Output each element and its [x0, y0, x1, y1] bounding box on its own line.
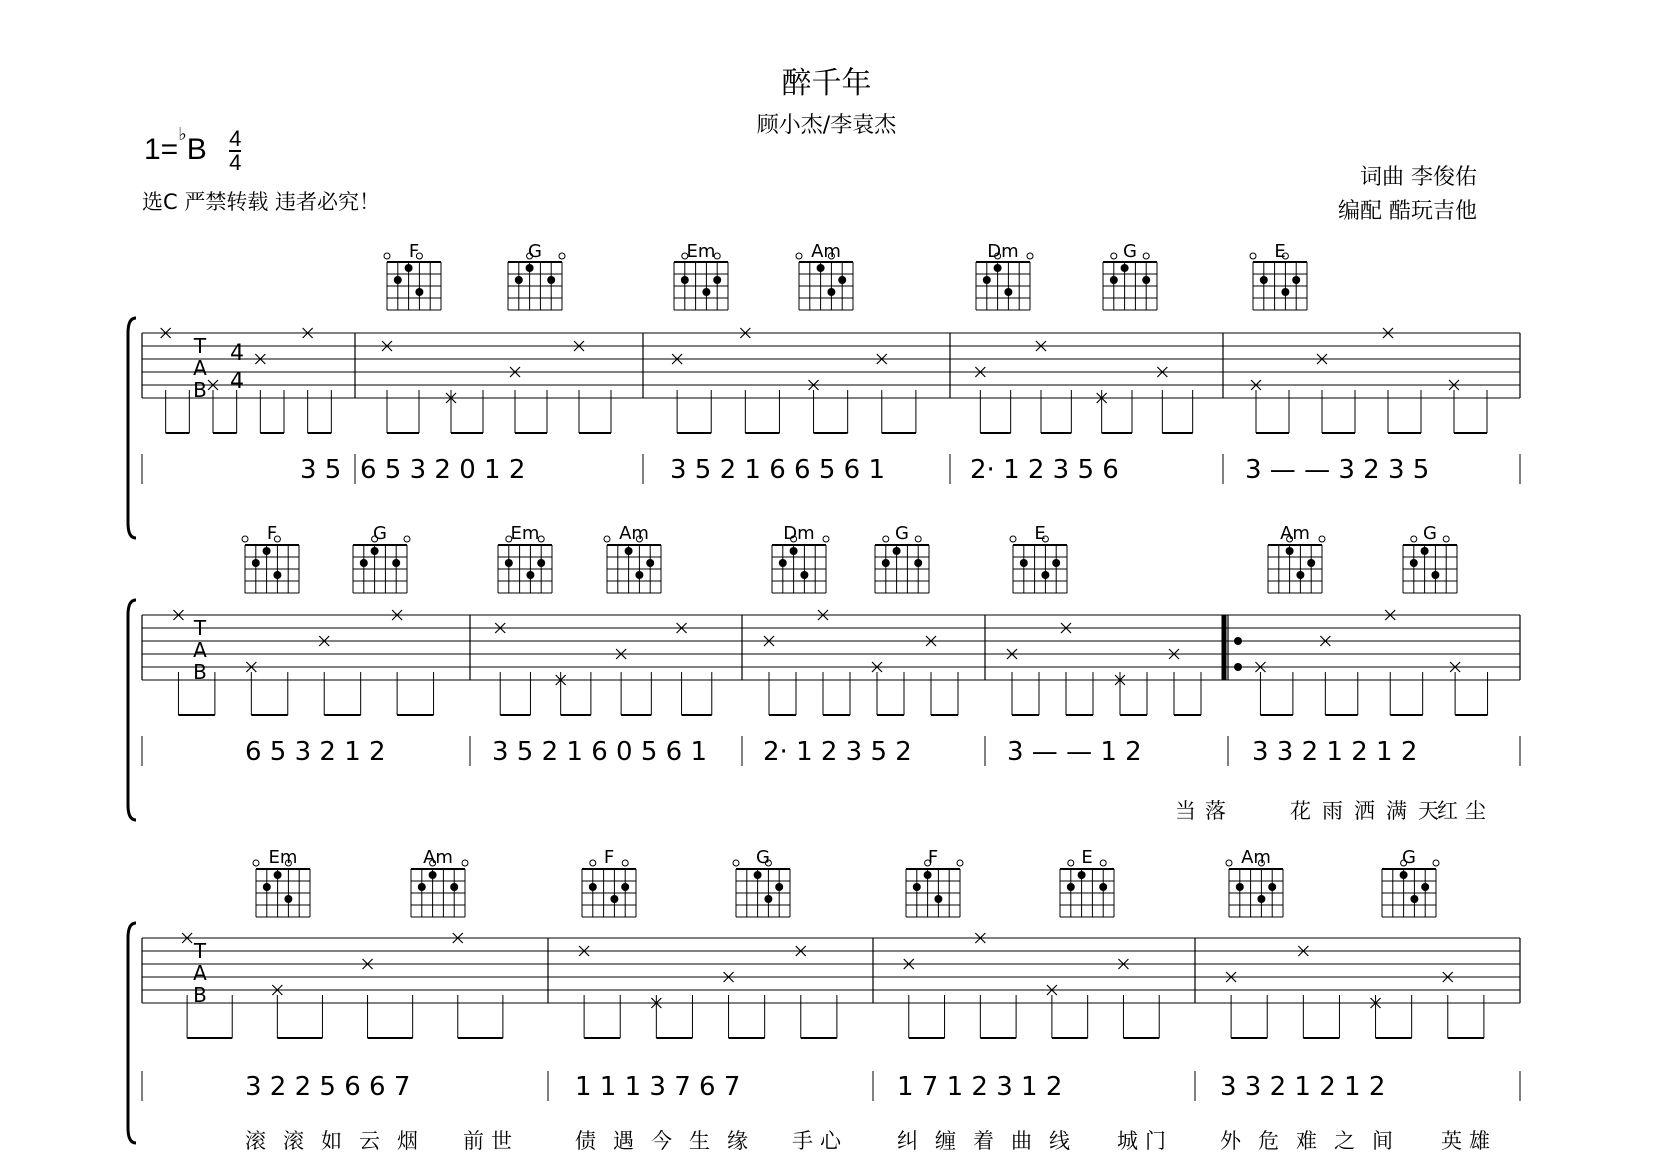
open-string-marker — [957, 860, 963, 866]
finger-dot — [1121, 264, 1129, 272]
finger-dot — [1099, 883, 1107, 891]
finger-dot — [934, 895, 942, 903]
open-string-marker — [1027, 253, 1033, 259]
key-prefix: 1= — [144, 132, 179, 166]
finger-dot — [1296, 571, 1304, 579]
finger-dot — [505, 559, 513, 567]
melody-measure: 3 2 2 5 6 6 7 — [245, 1072, 411, 1102]
finger-dot — [360, 559, 368, 567]
finger-dot — [621, 883, 629, 891]
chord-name: Am — [811, 241, 841, 262]
chord-name: Am — [423, 847, 453, 868]
tab-clef-letter: B — [193, 983, 207, 1007]
finger-dot — [537, 559, 545, 567]
open-string-marker — [733, 860, 739, 866]
arrangement-credit: 编配 酷玩吉他 — [1338, 199, 1477, 224]
chord-name: Dm — [987, 241, 1019, 262]
finger-dot — [817, 264, 825, 272]
repeat-dot — [1234, 663, 1242, 671]
chord-diagram — [1226, 847, 1283, 917]
open-string-marker — [1319, 536, 1325, 542]
tab-clef-letter: A — [193, 638, 207, 662]
lyric-phrase: 滚滚如云烟 — [245, 1129, 435, 1153]
chord-name: G — [373, 523, 387, 544]
chord-name: G — [1423, 523, 1437, 544]
finger-dot — [1410, 559, 1418, 567]
finger-dot — [392, 559, 400, 567]
chord-diagram — [508, 241, 565, 310]
finger-dot — [1041, 571, 1049, 579]
finger-dot — [429, 871, 437, 879]
melody-measure: 3 3 2 1 2 1 2 — [1252, 737, 1418, 767]
chord-diagram — [796, 241, 853, 310]
tab-clef-letter: T — [193, 616, 207, 640]
open-string-marker — [1068, 860, 1074, 866]
open-string-marker — [253, 860, 259, 866]
lyric-phrase: 手心 — [792, 1129, 848, 1153]
chord-diagram — [674, 241, 728, 310]
chord-diagram — [253, 847, 310, 917]
finger-dot — [1292, 276, 1300, 284]
song-title: 醉千年 — [781, 66, 872, 101]
chord-diagram — [1060, 847, 1114, 917]
lyric-phrase: 城门 — [1117, 1129, 1173, 1153]
open-string-marker — [1100, 860, 1106, 866]
finger-dot — [1142, 276, 1150, 284]
chord-name: E — [1081, 847, 1093, 868]
open-string-marker — [604, 536, 610, 542]
tab-clef-letter: A — [193, 356, 207, 380]
finger-dot — [371, 547, 379, 555]
chord-name: F — [266, 523, 278, 544]
finger-dot — [526, 264, 534, 272]
open-string-marker — [796, 253, 802, 259]
finger-dot — [1286, 547, 1294, 555]
finger-dot — [1110, 276, 1118, 284]
finger-dot — [1004, 288, 1012, 296]
melody-measure: 3 3 2 1 2 1 2 — [1220, 1072, 1386, 1102]
finger-dot — [610, 895, 618, 903]
finger-dot — [1410, 895, 1418, 903]
lyric-phrase: 红尘 — [1437, 799, 1493, 823]
chord-diagram — [1403, 523, 1457, 593]
repeat-dot — [1234, 637, 1242, 645]
finger-dot — [284, 895, 292, 903]
finger-dot — [418, 883, 426, 891]
open-string-marker — [384, 253, 390, 259]
finger-dot — [1307, 559, 1315, 567]
finger-dot — [263, 883, 271, 891]
lyric-phrase: 当落 — [1175, 799, 1235, 823]
finger-dot — [893, 547, 901, 555]
finger-dot — [273, 571, 281, 579]
tab-clef-letter: T — [193, 939, 207, 963]
open-string-marker — [1250, 253, 1256, 259]
finger-dot — [754, 871, 762, 879]
chord-diagram — [604, 523, 661, 593]
finger-dot — [1421, 883, 1429, 891]
system-bracket — [128, 923, 136, 1143]
chord-name: E — [1034, 523, 1046, 544]
copyright-notice: 选C 严禁转载 违者必究！ — [142, 190, 381, 214]
chord-diagram — [411, 847, 468, 917]
finger-dot — [838, 276, 846, 284]
chord-diagram — [242, 523, 299, 593]
chord-diagram — [582, 847, 636, 917]
chord-diagram — [1103, 241, 1157, 310]
open-string-marker — [1226, 860, 1232, 866]
chord-diagram — [875, 523, 929, 593]
chord-name: Em — [510, 523, 540, 544]
open-string-marker — [915, 536, 921, 542]
tab-time-bottom: 4 — [230, 369, 244, 394]
finger-dot — [1400, 871, 1408, 879]
time-top: 4 — [229, 126, 242, 151]
melody-measure: 3 — — 3 2 3 5 — [1245, 455, 1430, 485]
tab-clef-letter: A — [193, 961, 207, 985]
chord-name: Em — [268, 847, 298, 868]
melody-measure: 3 5 2 1 6 6 5 6 1 — [670, 455, 885, 485]
melody-measure: 1 7 1 2 3 1 2 — [897, 1072, 1063, 1102]
melody-measure: 2· 1 2 3 5 6 — [970, 455, 1119, 485]
finger-dot — [263, 547, 271, 555]
chord-name: G — [1402, 847, 1416, 868]
chord-name: G — [1123, 241, 1137, 262]
lyric-phrase: 纠缠着曲线 — [897, 1129, 1087, 1153]
lyric-phrase: 债遇今生缘 — [575, 1129, 765, 1153]
open-string-marker — [590, 860, 596, 866]
open-string-marker — [823, 536, 829, 542]
chord-name: F — [408, 241, 420, 262]
finger-dot — [646, 559, 654, 567]
finger-dot — [994, 264, 1002, 272]
system-bracket — [128, 318, 136, 538]
key-note: B — [186, 132, 207, 166]
chord-name: G — [528, 241, 542, 262]
chord-diagram — [1268, 523, 1325, 593]
chord-diagram — [384, 241, 441, 310]
finger-dot — [913, 883, 921, 891]
finger-dot — [415, 288, 423, 296]
finger-dot — [1067, 883, 1075, 891]
melody-measure: 3 — — 1 2 — [1007, 737, 1142, 767]
open-string-marker — [1411, 536, 1417, 542]
finger-dot — [983, 276, 991, 284]
system-3 — [128, 847, 1520, 1153]
system-bracket — [128, 600, 136, 820]
finger-dot — [274, 871, 282, 879]
finger-dot — [450, 883, 458, 891]
finger-dot — [515, 276, 523, 284]
chord-name: F — [603, 847, 615, 868]
flat-sign: ♭ — [178, 123, 187, 144]
chord-name: E — [1274, 241, 1286, 262]
chord-diagram — [1250, 241, 1307, 310]
finger-dot — [702, 288, 710, 296]
time-bottom: 4 — [229, 150, 242, 175]
lyric-phrase: 前世 — [463, 1129, 519, 1153]
chord-name: Em — [686, 241, 716, 262]
system-1 — [128, 241, 1520, 538]
finger-dot — [526, 571, 534, 579]
finger-dot — [1020, 559, 1028, 567]
open-string-marker — [559, 253, 565, 259]
tab-clef-letter: T — [193, 334, 207, 358]
open-string-marker — [1443, 536, 1449, 542]
tab-clef-letter: B — [193, 660, 207, 684]
chord-name: Dm — [783, 523, 815, 544]
finger-dot — [681, 276, 689, 284]
chord-diagram — [976, 241, 1033, 310]
open-string-marker — [1111, 253, 1117, 259]
tab-clef-letter: B — [193, 378, 207, 402]
open-string-marker — [883, 536, 889, 542]
chord-diagram — [1382, 847, 1439, 917]
open-string-marker — [622, 860, 628, 866]
finger-dot — [800, 571, 808, 579]
melody-measure: 3 5 2 1 6 0 5 6 1 — [492, 737, 707, 767]
finger-dot — [1281, 288, 1289, 296]
chord-name: Am — [1280, 523, 1310, 544]
finger-dot — [625, 547, 633, 555]
finger-dot — [924, 871, 932, 879]
melody-measure: 6 5 3 2 1 2 — [245, 737, 386, 767]
open-string-marker — [242, 536, 248, 542]
chord-name: Am — [619, 523, 649, 544]
lyric-phrase: 花雨洒满天 — [1290, 799, 1450, 823]
finger-dot — [1078, 871, 1086, 879]
finger-dot — [1421, 547, 1429, 555]
finger-dot — [764, 895, 772, 903]
finger-dot — [1260, 276, 1268, 284]
finger-dot — [827, 288, 835, 296]
finger-dot — [914, 559, 922, 567]
finger-dot — [635, 571, 643, 579]
chord-diagram — [733, 847, 790, 917]
artist-name: 顾小杰/李袁杰 — [756, 113, 897, 138]
melody-measure: 1 1 1 3 7 6 7 — [575, 1072, 741, 1102]
open-string-marker — [1143, 253, 1149, 259]
chord-name: G — [756, 847, 770, 868]
finger-dot — [1431, 571, 1439, 579]
system-2 — [128, 523, 1520, 823]
melody-measure: 6 5 3 2 0 1 2 — [360, 455, 526, 485]
chord-diagram — [906, 847, 963, 917]
chord-name: G — [895, 523, 909, 544]
chord-name: Am — [1241, 847, 1271, 868]
finger-dot — [1268, 883, 1276, 891]
lyrics-music-credit: 词曲 李俊佑 — [1360, 165, 1477, 190]
open-string-marker — [462, 860, 468, 866]
lyric-phrase: 英雄 — [1441, 1129, 1497, 1153]
finger-dot — [252, 559, 260, 567]
chord-diagram — [1010, 523, 1067, 593]
finger-dot — [547, 276, 555, 284]
finger-dot — [1052, 559, 1060, 567]
finger-dot — [779, 559, 787, 567]
finger-dot — [882, 559, 890, 567]
finger-dot — [589, 883, 597, 891]
finger-dot — [394, 276, 402, 284]
chord-name: F — [927, 847, 939, 868]
melody-measure: 2· 1 2 3 5 2 — [763, 737, 912, 767]
open-string-marker — [404, 536, 410, 542]
finger-dot — [775, 883, 783, 891]
finger-dot — [790, 547, 798, 555]
chord-diagram — [498, 523, 552, 593]
open-string-marker — [1433, 860, 1439, 866]
finger-dot — [1236, 883, 1244, 891]
finger-dot — [405, 264, 413, 272]
finger-dot — [713, 276, 721, 284]
melody-measure: 3 5 — [300, 455, 342, 485]
chord-diagram — [772, 523, 829, 593]
lyric-phrase: 外危难之间 — [1220, 1129, 1410, 1153]
chord-diagram — [353, 523, 410, 593]
finger-dot — [1257, 895, 1265, 903]
tab-time-top: 4 — [230, 341, 244, 366]
open-string-marker — [1010, 536, 1016, 542]
